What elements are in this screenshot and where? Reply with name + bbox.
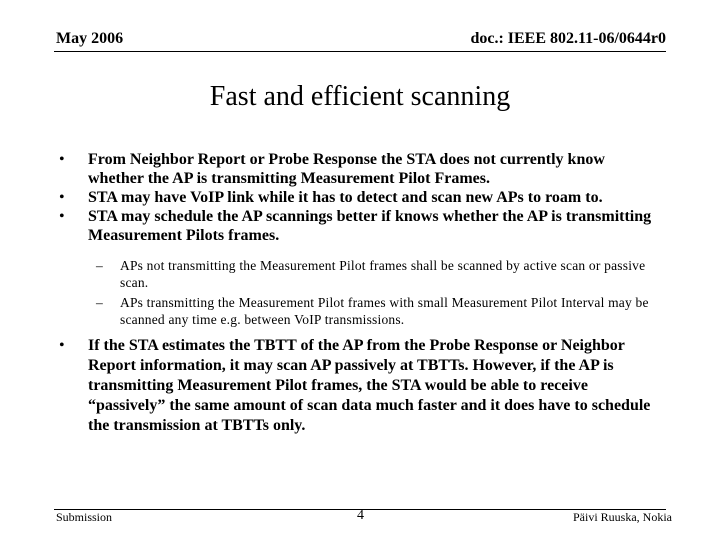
footer-submission: Submission xyxy=(56,510,113,524)
bullet-text: STA may schedule the AP scannings better if knows whether the AP is transmitting Measurement Pilots frames. xyxy=(88,208,652,244)
bullet-icon: • xyxy=(59,189,65,206)
bullet-icon: • xyxy=(59,208,65,225)
header-date: May 2006 xyxy=(56,30,124,47)
bullet-item xyxy=(54,150,664,188)
footer-author: Päivi Ruuska, Nokia xyxy=(573,510,672,524)
sub-bullet-list xyxy=(54,257,664,328)
sub-bullet-text: APs transmitting the Measurement Pilot frames with small Measurement Pilot Interval may be scanned any time e.g. between VoIP transmissions. xyxy=(120,295,649,327)
bullet-text: From Neighbor Report or Probe Response the STA does not currently know whether the AP is transmitting Measurement Pilot Frames. xyxy=(88,151,605,187)
bullet-item xyxy=(54,336,664,436)
bullet-icon: • xyxy=(59,151,65,168)
bullet-item xyxy=(54,207,664,245)
sub-bullet-item xyxy=(54,257,664,291)
bullet-text: STA may have VoIP link while it has to detect and scan new APs to roam to. xyxy=(88,189,603,206)
header-doc-id: doc.: IEEE 802.11-06/0644r0 xyxy=(470,30,666,47)
dash-icon: – xyxy=(96,258,103,273)
bullet-icon: • xyxy=(59,337,65,354)
bullet-text: If the STA estimates the TBTT of the AP from the Probe Response or Neighbor Report information, it may scan AP passively at TBTTs. However, if the AP is transmitting Measurement Pilot frames, the STA would be able to receive “passively” the same amount of scan data much faster and it does have to schedule the transmission at TBTTs only. xyxy=(88,337,651,434)
sub-bullet-item xyxy=(54,294,664,328)
bullet-item xyxy=(54,188,664,207)
dash-icon: – xyxy=(96,295,103,310)
slide-body xyxy=(54,150,664,436)
sub-bullet-text: APs not transmitting the Measurement Pilot frames shall be scanned by active scan or passive scan. xyxy=(120,258,646,290)
slide-title: Fast and efficient scanning xyxy=(209,81,511,112)
header-divider xyxy=(54,51,666,52)
footer-page-number: 4 xyxy=(357,508,364,523)
